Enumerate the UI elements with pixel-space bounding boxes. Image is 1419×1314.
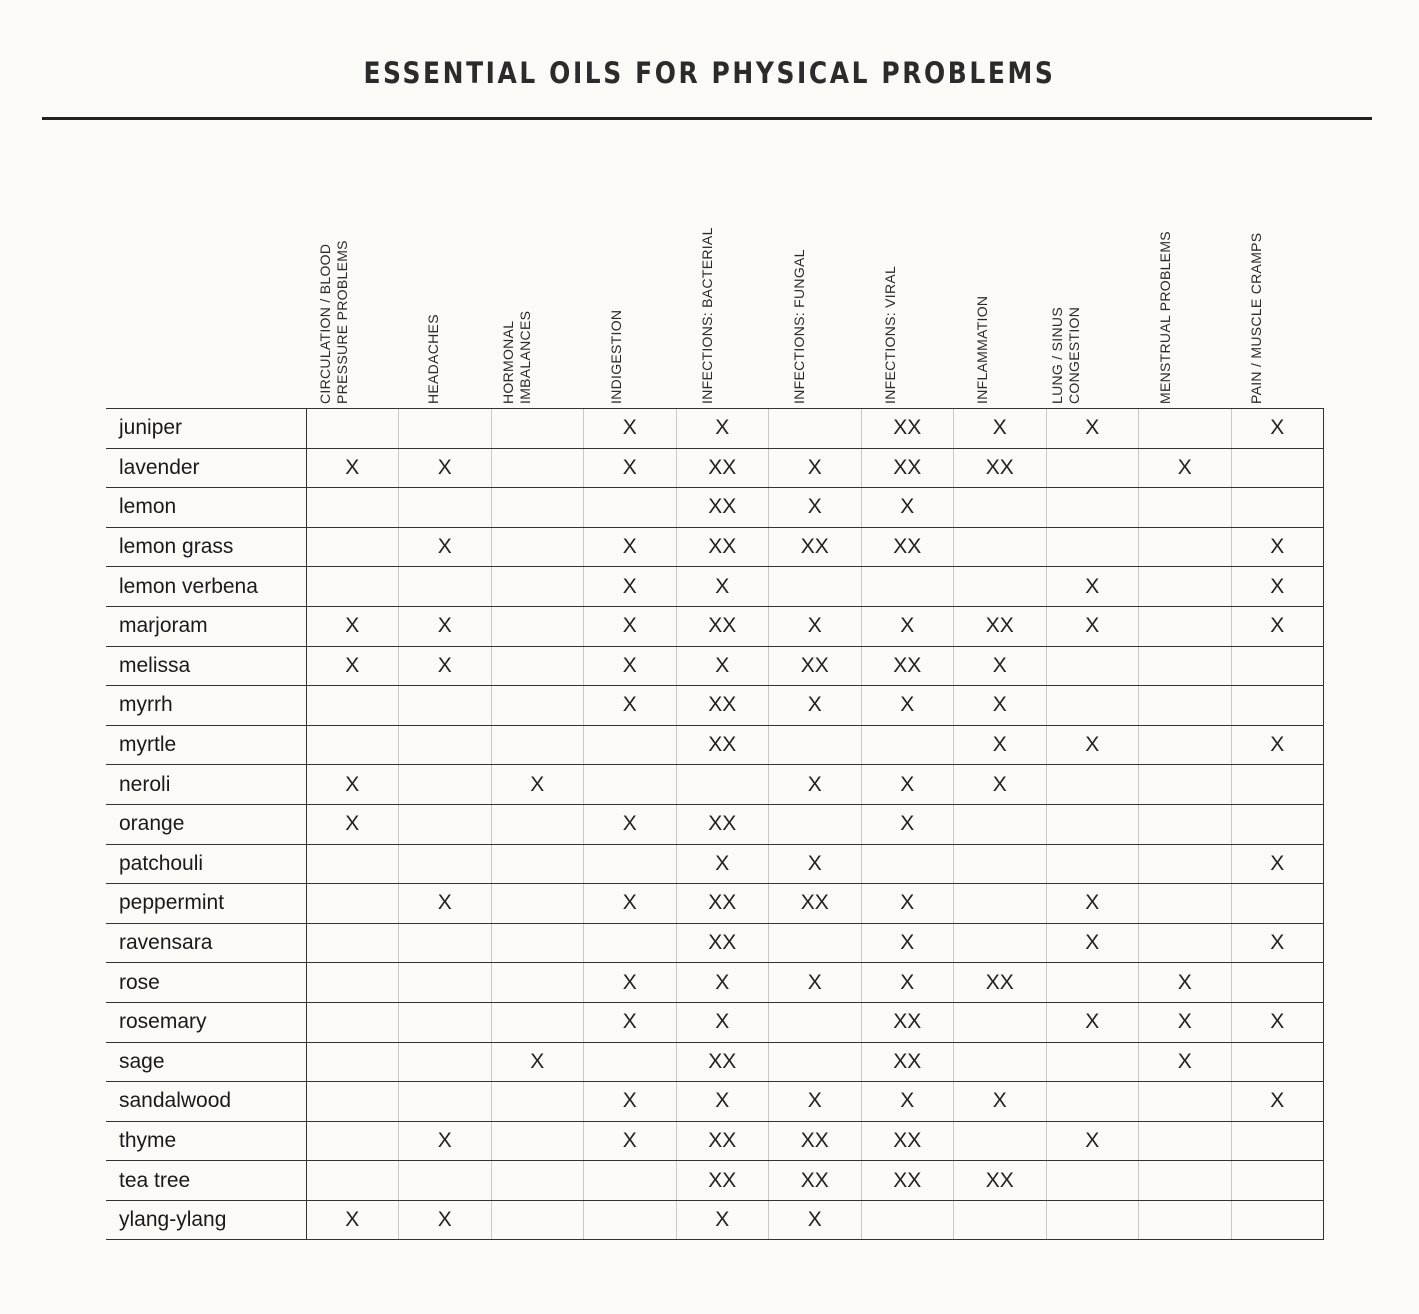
- column-header-label: INFECTIONS: BACTERIAL: [699, 227, 715, 404]
- mark-cell: [1046, 1200, 1139, 1240]
- mark-cell: XX: [769, 1121, 862, 1161]
- table-row: [106, 804, 1324, 844]
- mark-cell: X: [769, 765, 862, 805]
- mark-cell: X: [491, 765, 584, 805]
- mark-cell: XX: [676, 488, 769, 528]
- mark-cell: [1231, 488, 1324, 528]
- mark-cell: [954, 527, 1047, 567]
- mark-cell: X: [1231, 1082, 1324, 1122]
- mark-cell: [954, 1121, 1047, 1161]
- mark-cell: [1139, 409, 1232, 449]
- mark-cell: X: [584, 409, 677, 449]
- mark-cell: X: [1231, 567, 1324, 607]
- mark-cell: [1046, 804, 1139, 844]
- mark-cell: [861, 844, 954, 884]
- mark-cell: [491, 844, 584, 884]
- mark-cell: [1139, 527, 1232, 567]
- oil-name: ylang-ylang: [106, 1200, 306, 1240]
- mark-cell: [1231, 1161, 1324, 1201]
- mark-cell: [1139, 884, 1232, 924]
- mark-cell: X: [769, 1200, 862, 1240]
- mark-cell: [769, 409, 862, 449]
- mark-cell: [769, 1002, 862, 1042]
- mark-cell: [954, 567, 1047, 607]
- column-header-label: INDIGESTION: [607, 309, 624, 404]
- mark-cell: [584, 488, 677, 528]
- mark-cell: [306, 844, 399, 884]
- mark-cell: [491, 686, 584, 726]
- mark-cell: X: [769, 488, 862, 528]
- mark-cell: X: [399, 606, 492, 646]
- mark-cell: [306, 1042, 399, 1082]
- mark-cell: X: [954, 725, 1047, 765]
- table-row: [106, 606, 1324, 646]
- mark-cell: X: [306, 646, 399, 686]
- mark-cell: XX: [676, 804, 769, 844]
- mark-cell: [584, 1042, 677, 1082]
- mark-cell: X: [954, 765, 1047, 805]
- mark-cell: X: [1231, 606, 1324, 646]
- oil-name: rosemary: [106, 1002, 306, 1042]
- oil-name: thyme: [106, 1121, 306, 1161]
- mark-cell: X: [861, 765, 954, 805]
- table-row: [106, 488, 1324, 528]
- mark-cell: XX: [769, 646, 862, 686]
- mark-cell: X: [584, 606, 677, 646]
- mark-cell: X: [861, 963, 954, 1003]
- mark-cell: X: [584, 884, 677, 924]
- mark-cell: XX: [769, 884, 862, 924]
- mark-cell: X: [676, 646, 769, 686]
- mark-cell: [399, 1042, 492, 1082]
- mark-cell: [399, 409, 492, 449]
- mark-cell: [491, 1002, 584, 1042]
- mark-cell: [1139, 804, 1232, 844]
- mark-cell: X: [676, 567, 769, 607]
- mark-cell: X: [1046, 725, 1139, 765]
- mark-cell: [584, 765, 677, 805]
- mark-cell: [861, 725, 954, 765]
- mark-cell: X: [399, 884, 492, 924]
- column-header: [672, 190, 764, 408]
- mark-cell: [1231, 963, 1324, 1003]
- mark-cell: [491, 884, 584, 924]
- mark-cell: XX: [676, 1121, 769, 1161]
- mark-cell: X: [584, 646, 677, 686]
- mark-cell: XX: [861, 1121, 954, 1161]
- mark-cell: X: [1046, 606, 1139, 646]
- mark-cell: [1046, 1042, 1139, 1082]
- mark-cell: [1139, 606, 1232, 646]
- mark-cell: X: [1046, 1002, 1139, 1042]
- mark-cell: [491, 448, 584, 488]
- mark-cell: X: [769, 963, 862, 1003]
- table-row: [106, 646, 1324, 686]
- mark-cell: [584, 1161, 677, 1201]
- mark-cell: [491, 804, 584, 844]
- column-header: [1130, 190, 1222, 408]
- oil-name: rose: [106, 963, 306, 1003]
- mark-cell: X: [676, 1082, 769, 1122]
- mark-cell: X: [399, 527, 492, 567]
- mark-cell: [399, 804, 492, 844]
- mark-cell: X: [676, 963, 769, 1003]
- table-row: [106, 567, 1324, 607]
- mark-cell: X: [954, 1082, 1047, 1122]
- mark-cell: X: [1139, 448, 1232, 488]
- mark-cell: XX: [861, 1042, 954, 1082]
- mark-cell: [861, 567, 954, 607]
- oils-table: [106, 408, 1324, 1240]
- mark-cell: X: [399, 1200, 492, 1240]
- table-row: [106, 1002, 1324, 1042]
- mark-cell: X: [1139, 1002, 1232, 1042]
- column-header-label: CIRCULATION / BLOOD PRESSURE PROBLEMS: [317, 240, 350, 404]
- mark-cell: [1046, 844, 1139, 884]
- column-header: [764, 190, 856, 408]
- mark-cell: XX: [676, 606, 769, 646]
- oil-name: tea tree: [106, 1161, 306, 1201]
- table-row: [106, 1121, 1324, 1161]
- mark-cell: [1046, 1082, 1139, 1122]
- mark-cell: [399, 488, 492, 528]
- mark-cell: [1139, 844, 1232, 884]
- column-header-label: PAIN / MUSCLE CRAMPS: [1248, 232, 1264, 404]
- mark-cell: [399, 686, 492, 726]
- mark-cell: X: [861, 606, 954, 646]
- oil-name: lemon: [106, 488, 306, 528]
- table-row: [106, 1042, 1324, 1082]
- mark-cell: XX: [954, 606, 1047, 646]
- mark-cell: [1139, 1161, 1232, 1201]
- mark-cell: [1231, 1042, 1324, 1082]
- mark-cell: [1139, 567, 1232, 607]
- mark-cell: XX: [954, 963, 1047, 1003]
- mark-cell: X: [861, 488, 954, 528]
- oil-name: orange: [106, 804, 306, 844]
- mark-cell: X: [399, 1121, 492, 1161]
- mark-cell: [1231, 1121, 1324, 1161]
- mark-cell: [1046, 963, 1139, 1003]
- mark-cell: X: [861, 1082, 954, 1122]
- mark-cell: X: [769, 1082, 862, 1122]
- mark-cell: [306, 1161, 399, 1201]
- mark-cell: X: [861, 804, 954, 844]
- oil-name: juniper: [106, 409, 306, 449]
- table-row: [106, 844, 1324, 884]
- mark-cell: X: [584, 963, 677, 1003]
- mark-cell: [306, 567, 399, 607]
- mark-cell: X: [769, 844, 862, 884]
- mark-cell: XX: [769, 527, 862, 567]
- mark-cell: [306, 1121, 399, 1161]
- mark-cell: [954, 923, 1047, 963]
- mark-cell: X: [584, 804, 677, 844]
- mark-cell: [1231, 765, 1324, 805]
- mark-cell: X: [1231, 923, 1324, 963]
- oil-name: peppermint: [106, 884, 306, 924]
- oil-name: patchouli: [106, 844, 306, 884]
- mark-cell: [1139, 1121, 1232, 1161]
- mark-cell: X: [1231, 725, 1324, 765]
- mark-cell: [306, 1082, 399, 1122]
- table-row: [106, 725, 1324, 765]
- mark-cell: [491, 409, 584, 449]
- mark-cell: [1046, 686, 1139, 726]
- mark-cell: [1231, 448, 1324, 488]
- mark-cell: X: [306, 448, 399, 488]
- mark-cell: X: [1231, 1002, 1324, 1042]
- column-header-label: INFECTIONS: VIRAL: [882, 265, 898, 404]
- mark-cell: [954, 844, 1047, 884]
- mark-cell: [769, 725, 862, 765]
- mark-cell: XX: [676, 923, 769, 963]
- mark-cell: [399, 963, 492, 1003]
- mark-cell: [769, 1042, 862, 1082]
- mark-cell: X: [769, 606, 862, 646]
- mark-cell: [954, 1042, 1047, 1082]
- mark-cell: X: [584, 1082, 677, 1122]
- mark-cell: [1231, 686, 1324, 726]
- mark-cell: X: [861, 884, 954, 924]
- mark-cell: X: [399, 448, 492, 488]
- mark-cell: [306, 923, 399, 963]
- mark-cell: X: [1139, 963, 1232, 1003]
- table-row: [106, 884, 1324, 924]
- column-header: [1038, 190, 1130, 408]
- mark-cell: [306, 1002, 399, 1042]
- column-header: [1221, 190, 1313, 408]
- mark-cell: [491, 488, 584, 528]
- mark-cell: [399, 765, 492, 805]
- mark-cell: [1046, 646, 1139, 686]
- mark-cell: [1231, 1200, 1324, 1240]
- mark-cell: [491, 1082, 584, 1122]
- mark-cell: [954, 884, 1047, 924]
- mark-cell: XX: [861, 1002, 954, 1042]
- mark-cell: XX: [676, 527, 769, 567]
- mark-cell: [1046, 527, 1139, 567]
- mark-cell: [491, 606, 584, 646]
- mark-cell: X: [584, 527, 677, 567]
- mark-cell: [584, 725, 677, 765]
- table-row: [106, 765, 1324, 805]
- mark-cell: [1046, 448, 1139, 488]
- mark-cell: X: [1231, 844, 1324, 884]
- mark-cell: X: [769, 448, 862, 488]
- column-headers: [306, 190, 1312, 408]
- mark-cell: XX: [676, 725, 769, 765]
- oil-name: myrrh: [106, 686, 306, 726]
- mark-cell: XX: [676, 1042, 769, 1082]
- mark-cell: [306, 527, 399, 567]
- mark-cell: [1139, 646, 1232, 686]
- mark-cell: [399, 1161, 492, 1201]
- table-row: [106, 448, 1324, 488]
- column-header-label: HORMONAL IMBALANCES: [500, 310, 533, 404]
- mark-cell: X: [676, 1200, 769, 1240]
- mark-cell: [306, 409, 399, 449]
- mark-cell: [1139, 725, 1232, 765]
- mark-cell: XX: [676, 448, 769, 488]
- mark-cell: [1139, 1082, 1232, 1122]
- oil-name: sandalwood: [106, 1082, 306, 1122]
- table-row: [106, 1161, 1324, 1201]
- mark-cell: X: [954, 646, 1047, 686]
- oil-name: myrtle: [106, 725, 306, 765]
- mark-cell: [769, 923, 862, 963]
- mark-cell: [769, 567, 862, 607]
- mark-cell: [954, 1002, 1047, 1042]
- mark-cell: X: [1139, 1042, 1232, 1082]
- mark-cell: X: [676, 409, 769, 449]
- mark-cell: X: [954, 686, 1047, 726]
- mark-cell: [1139, 923, 1232, 963]
- mark-cell: [1139, 765, 1232, 805]
- oil-name: marjoram: [106, 606, 306, 646]
- title-rule: [42, 117, 1372, 120]
- mark-cell: [399, 923, 492, 963]
- column-header: [581, 190, 673, 408]
- mark-cell: X: [306, 1200, 399, 1240]
- mark-cell: XX: [861, 448, 954, 488]
- mark-cell: [399, 1082, 492, 1122]
- mark-cell: X: [1231, 409, 1324, 449]
- mark-cell: [1046, 1161, 1139, 1201]
- mark-cell: [584, 1200, 677, 1240]
- mark-cell: [399, 725, 492, 765]
- mark-cell: [1139, 488, 1232, 528]
- mark-cell: XX: [676, 884, 769, 924]
- mark-cell: XX: [861, 646, 954, 686]
- mark-cell: X: [1046, 567, 1139, 607]
- page-title: ESSENTIAL OILS FOR PHYSICAL PROBLEMS: [363, 56, 1056, 90]
- mark-cell: [1139, 686, 1232, 726]
- mark-cell: X: [954, 409, 1047, 449]
- oil-name: lemon grass: [106, 527, 306, 567]
- column-header-label: INFECTIONS: FUNGAL: [790, 249, 807, 404]
- mark-cell: XX: [676, 686, 769, 726]
- mark-cell: [1231, 884, 1324, 924]
- mark-cell: [1046, 765, 1139, 805]
- mark-cell: XX: [861, 527, 954, 567]
- mark-cell: [491, 1200, 584, 1240]
- mark-cell: X: [584, 1002, 677, 1042]
- table-row: [106, 409, 1324, 449]
- column-header: [947, 190, 1039, 408]
- mark-cell: X: [399, 646, 492, 686]
- mark-cell: [491, 1161, 584, 1201]
- mark-cell: XX: [954, 1161, 1047, 1201]
- column-header: [306, 190, 398, 408]
- mark-cell: [306, 963, 399, 1003]
- mark-cell: X: [491, 1042, 584, 1082]
- mark-cell: X: [306, 606, 399, 646]
- mark-cell: [861, 1200, 954, 1240]
- mark-cell: XX: [954, 448, 1047, 488]
- column-header: [398, 190, 490, 408]
- mark-cell: XX: [676, 1161, 769, 1201]
- mark-cell: X: [1046, 923, 1139, 963]
- mark-cell: XX: [769, 1161, 862, 1201]
- mark-cell: [491, 1121, 584, 1161]
- mark-cell: [1231, 804, 1324, 844]
- mark-cell: X: [1231, 527, 1324, 567]
- mark-cell: [1046, 488, 1139, 528]
- mark-cell: [306, 686, 399, 726]
- mark-cell: [1139, 1200, 1232, 1240]
- table-row: [106, 963, 1324, 1003]
- column-header-label: HEADACHES: [424, 314, 441, 404]
- mark-cell: [399, 1002, 492, 1042]
- mark-cell: [306, 488, 399, 528]
- mark-cell: [584, 923, 677, 963]
- mark-cell: X: [1046, 1121, 1139, 1161]
- mark-cell: X: [676, 1002, 769, 1042]
- column-header-label: INFLAMMATION: [973, 295, 990, 404]
- table-row: [106, 1082, 1324, 1122]
- mark-cell: [491, 567, 584, 607]
- mark-cell: [584, 844, 677, 884]
- column-header: [855, 190, 947, 408]
- mark-cell: [491, 923, 584, 963]
- oil-name: lavender: [106, 448, 306, 488]
- mark-cell: [491, 527, 584, 567]
- table-row: [106, 527, 1324, 567]
- mark-cell: [399, 844, 492, 884]
- oil-name: melissa: [106, 646, 306, 686]
- mark-cell: [399, 567, 492, 607]
- mark-cell: X: [584, 686, 677, 726]
- mark-cell: [954, 1200, 1047, 1240]
- mark-cell: XX: [861, 409, 954, 449]
- oil-name: lemon verbena: [106, 567, 306, 607]
- table-row: [106, 1200, 1324, 1240]
- mark-cell: [676, 765, 769, 805]
- oil-name: ravensara: [106, 923, 306, 963]
- table-row: [106, 923, 1324, 963]
- mark-cell: X: [306, 765, 399, 805]
- mark-cell: X: [1046, 409, 1139, 449]
- mark-cell: [306, 884, 399, 924]
- table-row: [106, 686, 1324, 726]
- mark-cell: [491, 646, 584, 686]
- mark-cell: [1231, 646, 1324, 686]
- mark-cell: [769, 804, 862, 844]
- mark-cell: X: [676, 844, 769, 884]
- mark-cell: [954, 488, 1047, 528]
- mark-cell: X: [861, 686, 954, 726]
- mark-cell: X: [306, 804, 399, 844]
- column-header: [489, 190, 581, 408]
- oil-name: sage: [106, 1042, 306, 1082]
- mark-cell: X: [861, 923, 954, 963]
- oil-name: neroli: [106, 765, 306, 805]
- mark-cell: X: [584, 567, 677, 607]
- mark-cell: XX: [861, 1161, 954, 1201]
- mark-cell: [491, 963, 584, 1003]
- mark-cell: X: [584, 448, 677, 488]
- column-header-label: LUNG / SINUS CONGESTION: [1049, 306, 1082, 404]
- mark-cell: X: [769, 686, 862, 726]
- column-header-label: MENSTRUAL PROBLEMS: [1156, 231, 1173, 404]
- mark-cell: X: [1046, 884, 1139, 924]
- mark-cell: [306, 725, 399, 765]
- mark-cell: [954, 804, 1047, 844]
- mark-cell: [491, 725, 584, 765]
- mark-cell: X: [584, 1121, 677, 1161]
